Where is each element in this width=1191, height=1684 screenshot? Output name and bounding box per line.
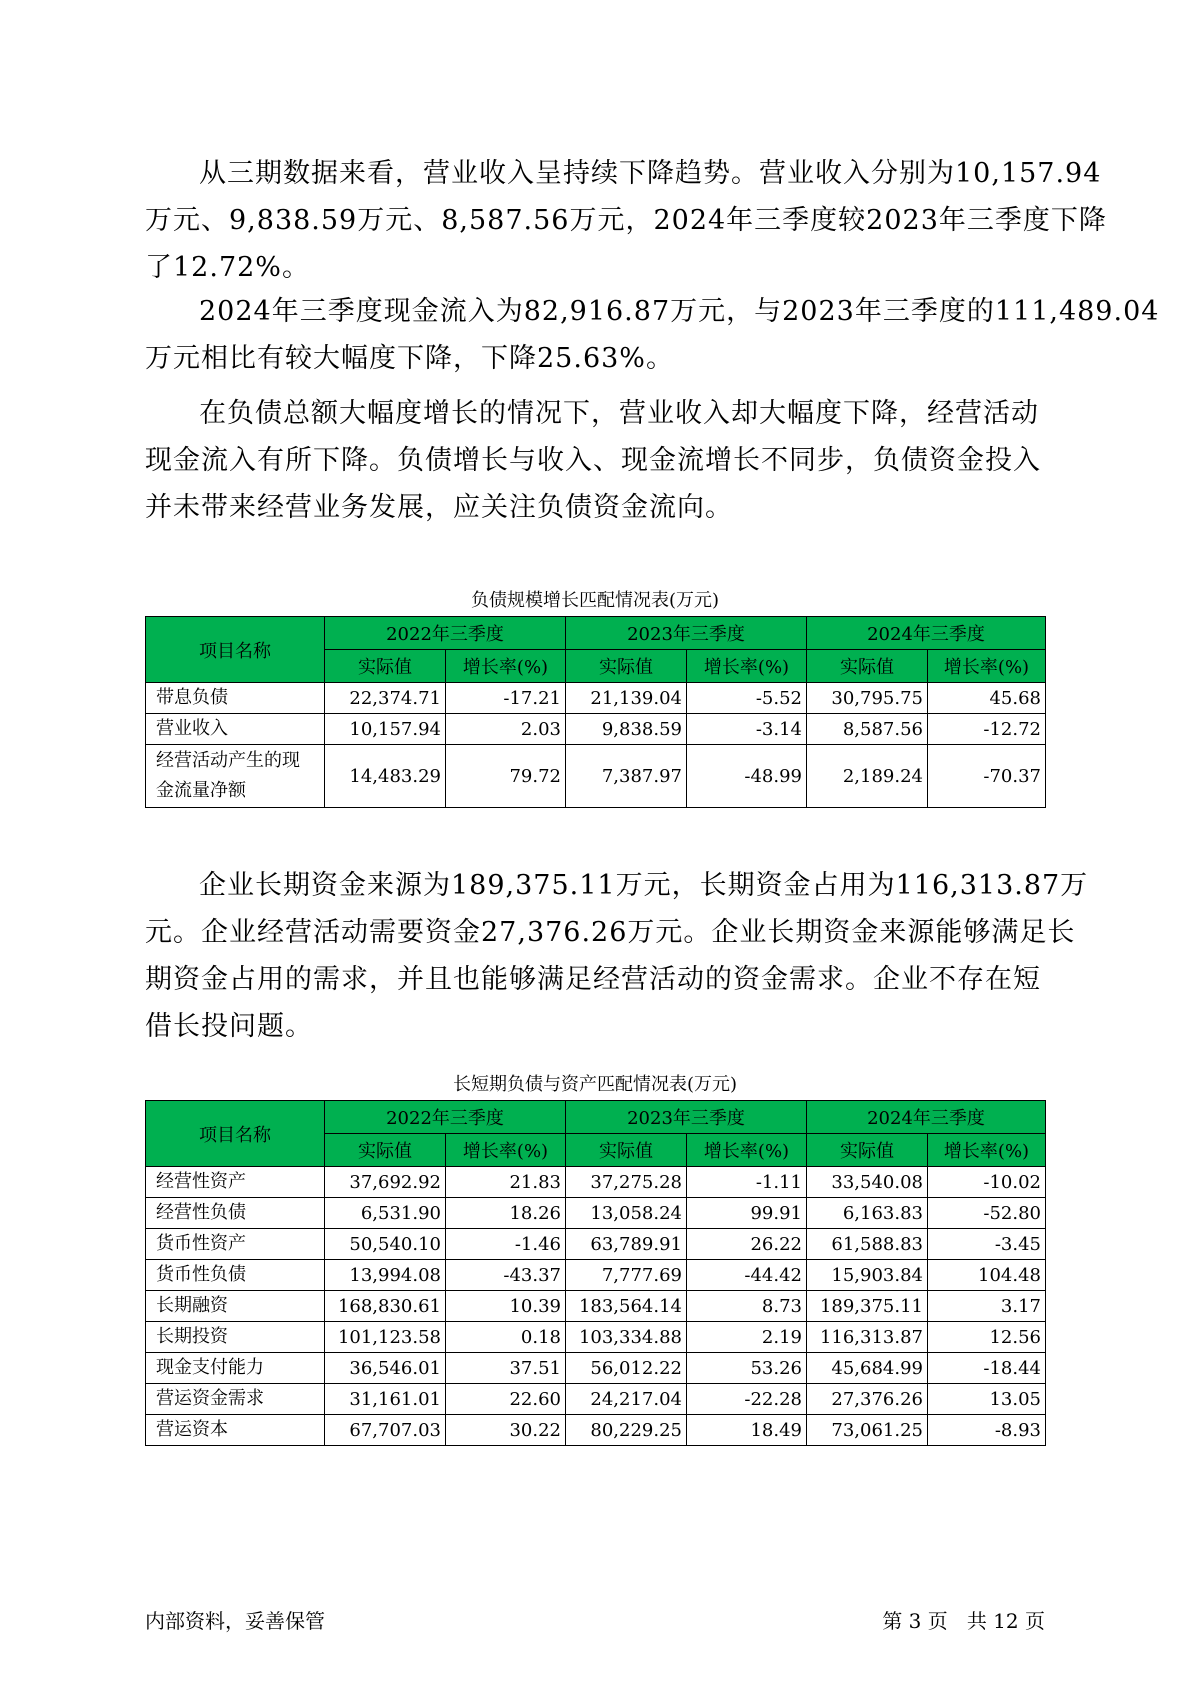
growth-rate-cell: -18.44	[928, 1353, 1046, 1384]
growth-rate-cell: 0.18	[446, 1322, 566, 1353]
actual-value-header: 实际值	[807, 650, 928, 683]
table2-caption: 长短期负债与资产匹配情况表(万元)	[452, 1074, 738, 1095]
table1-body	[146, 683, 1046, 808]
growth-rate-cell: -1.11	[687, 1167, 807, 1198]
row-item-name	[146, 1384, 325, 1415]
growth-rate-cell: -1.46	[446, 1229, 566, 1260]
growth-rate-cell: -3.14	[687, 714, 807, 745]
row-item-name	[146, 1167, 325, 1198]
growth-rate-cell: 2.03	[446, 714, 566, 745]
paragraph-line: 了12.72%。	[145, 252, 310, 283]
row-item-name	[146, 1260, 325, 1291]
paragraph-line: 在负债总额大幅度增长的情况下，营业收入却大幅度下降，经营活动	[199, 398, 1039, 429]
growth-rate-cell: -52.80	[928, 1198, 1046, 1229]
actual-value-cell: 45,684.99	[807, 1353, 928, 1384]
debt-growth-table	[145, 616, 1046, 808]
actual-value-cell: 2,189.24	[807, 745, 928, 808]
item-name-header: 项目名称	[146, 1101, 325, 1167]
actual-value-cell: 14,483.29	[325, 745, 446, 808]
growth-rate-cell: -17.21	[446, 683, 566, 714]
paragraph-line: 并未带来经营业务发展，应关注负债资金流向。	[145, 492, 733, 523]
growth-rate-cell: -12.72	[928, 714, 1046, 745]
table-row	[146, 1260, 1046, 1291]
growth-rate-cell: -43.37	[446, 1260, 566, 1291]
growth-rate-cell: 18.49	[687, 1415, 807, 1446]
growth-rate-header: 增长率(%)	[687, 1134, 807, 1167]
actual-value-cell: 21,139.04	[566, 683, 687, 714]
growth-rate-cell: 13.05	[928, 1384, 1046, 1415]
paragraph-line: 期资金占用的需求，并且也能够满足经营活动的资金需求。企业不存在短	[145, 964, 1041, 995]
row-item-name	[146, 1415, 325, 1446]
growth-rate-cell: 22.60	[446, 1384, 566, 1415]
actual-value-cell: 61,588.83	[807, 1229, 928, 1260]
table2-body	[146, 1167, 1046, 1446]
actual-value-header: 实际值	[566, 650, 687, 683]
growth-rate-cell: 45.68	[928, 683, 1046, 714]
actual-value-cell: 116,313.87	[807, 1322, 928, 1353]
actual-value-cell: 6,531.90	[325, 1198, 446, 1229]
table-row	[146, 683, 1046, 714]
actual-value-cell: 73,061.25	[807, 1415, 928, 1446]
actual-value-header: 实际值	[325, 1134, 446, 1167]
period-header: 2022年三季度	[325, 617, 566, 650]
growth-rate-cell: 3.17	[928, 1291, 1046, 1322]
growth-rate-header: 增长率(%)	[687, 650, 807, 683]
row-item-name-line: 金流量净额	[156, 780, 246, 801]
growth-rate-cell: 12.56	[928, 1322, 1046, 1353]
footer-confidential: 内部资料，妥善保管	[145, 1609, 325, 1633]
growth-rate-cell: 21.83	[446, 1167, 566, 1198]
table-row	[146, 714, 1046, 745]
actual-value-cell: 13,058.24	[566, 1198, 687, 1229]
row-item-name	[146, 1229, 325, 1260]
actual-value-cell: 6,163.83	[807, 1198, 928, 1229]
growth-rate-cell: 2.19	[687, 1322, 807, 1353]
actual-value-cell: 7,387.97	[566, 745, 687, 808]
row-item-name-line: 长期投资	[156, 1326, 228, 1347]
period-header: 2023年三季度	[566, 1101, 807, 1134]
actual-value-cell: 24,217.04	[566, 1384, 687, 1415]
row-item-name-line: 经营活动产生的现	[156, 750, 300, 771]
paragraph-line: 万元、9,838.59万元、8,587.56万元，2024年三季度较2023年三季度下降	[145, 205, 1107, 236]
item-name-header: 项目名称	[146, 617, 325, 683]
row-item-name	[146, 745, 325, 808]
paragraph-line: 企业长期资金来源为189,375.11万元，长期资金占用为116,313.87万	[199, 870, 1089, 901]
growth-rate-cell: 30.22	[446, 1415, 566, 1446]
actual-value-cell: 101,123.58	[325, 1322, 446, 1353]
actual-value-cell: 15,903.84	[807, 1260, 928, 1291]
table-row	[146, 1384, 1046, 1415]
growth-rate-header: 增长率(%)	[446, 650, 566, 683]
paragraph-line: 万元相比有较大幅度下降，下降25.63%。	[145, 343, 674, 374]
row-item-name	[146, 714, 325, 745]
actual-value-cell: 50,540.10	[325, 1229, 446, 1260]
period-header: 2024年三季度	[807, 1101, 1046, 1134]
row-item-name-line: 带息负债	[156, 687, 228, 708]
growth-rate-cell: 18.26	[446, 1198, 566, 1229]
growth-rate-header: 增长率(%)	[928, 1134, 1046, 1167]
table1-caption: 负债规模增长匹配情况表(万元)	[470, 590, 720, 611]
row-item-name-line: 营业收入	[156, 718, 228, 739]
table-row	[146, 1415, 1046, 1446]
row-item-name-line: 现金支付能力	[156, 1357, 264, 1378]
period-header: 2022年三季度	[325, 1101, 566, 1134]
row-item-name	[146, 1291, 325, 1322]
actual-value-cell: 13,994.08	[325, 1260, 446, 1291]
paragraph-line: 2024年三季度现金流入为82,916.87万元，与2023年三季度的111,489.04	[199, 296, 1160, 327]
table-header-row	[146, 617, 1046, 650]
growth-rate-header: 增长率(%)	[928, 650, 1046, 683]
actual-value-cell: 30,795.75	[807, 683, 928, 714]
growth-rate-cell: 104.48	[928, 1260, 1046, 1291]
row-item-name	[146, 1353, 325, 1384]
growth-rate-cell: -70.37	[928, 745, 1046, 808]
growth-rate-cell: -48.99	[687, 745, 807, 808]
growth-rate-cell: -5.52	[687, 683, 807, 714]
table-row	[146, 1353, 1046, 1384]
actual-value-header: 实际值	[807, 1134, 928, 1167]
table-row	[146, 745, 1046, 808]
growth-rate-cell: 37.51	[446, 1353, 566, 1384]
actual-value-cell: 33,540.08	[807, 1167, 928, 1198]
actual-value-cell: 183,564.14	[566, 1291, 687, 1322]
paragraph-line: 借长投问题。	[145, 1011, 313, 1042]
growth-rate-cell: -22.28	[687, 1384, 807, 1415]
period-header: 2024年三季度	[807, 617, 1046, 650]
growth-rate-cell: 79.72	[446, 745, 566, 808]
paragraph-long-term-funds	[145, 862, 1089, 1050]
table-row	[146, 1322, 1046, 1353]
actual-value-cell: 168,830.61	[325, 1291, 446, 1322]
actual-value-cell: 27,376.26	[807, 1384, 928, 1415]
table-row	[146, 1167, 1046, 1198]
row-item-name-line: 货币性资产	[156, 1233, 246, 1254]
growth-rate-cell: -8.93	[928, 1415, 1046, 1446]
row-item-name	[146, 1198, 325, 1229]
growth-rate-cell: -10.02	[928, 1167, 1046, 1198]
actual-value-header: 实际值	[325, 650, 446, 683]
paragraph-line: 从三期数据来看，营业收入呈持续下降趋势。营业收入分别为10,157.94	[199, 158, 1102, 189]
actual-value-cell: 56,012.22	[566, 1353, 687, 1384]
row-item-name-line: 营运资金需求	[156, 1388, 264, 1409]
table-row	[146, 1291, 1046, 1322]
growth-rate-header: 增长率(%)	[446, 1134, 566, 1167]
row-item-name	[146, 683, 325, 714]
growth-rate-cell: -44.42	[687, 1260, 807, 1291]
paragraph-line: 元。企业经营活动需要资金27,376.26万元。企业长期资金来源能够满足长	[145, 917, 1076, 948]
actual-value-cell: 80,229.25	[566, 1415, 687, 1446]
growth-rate-cell: 53.26	[687, 1353, 807, 1384]
actual-value-cell: 8,587.56	[807, 714, 928, 745]
actual-value-cell: 67,707.03	[325, 1415, 446, 1446]
actual-value-cell: 37,692.92	[325, 1167, 446, 1198]
row-item-name-line: 经营性负债	[156, 1202, 246, 1223]
actual-value-cell: 10,157.94	[325, 714, 446, 745]
debt-asset-match-table	[145, 1100, 1046, 1446]
paragraph-cash-inflow	[145, 288, 1160, 382]
actual-value-cell: 31,161.01	[325, 1384, 446, 1415]
row-item-name	[146, 1322, 325, 1353]
row-item-name-line: 营运资本	[156, 1419, 228, 1440]
paragraph-debt-analysis	[145, 390, 1045, 531]
paragraph-revenue-trend	[145, 150, 1107, 291]
footer-page-number: 第 3 页 共 12 页	[882, 1609, 1045, 1633]
growth-rate-cell: 8.73	[687, 1291, 807, 1322]
growth-rate-cell: 99.91	[687, 1198, 807, 1229]
actual-value-cell: 22,374.71	[325, 683, 446, 714]
table-header-row	[146, 1101, 1046, 1134]
actual-value-header: 实际值	[566, 1134, 687, 1167]
row-item-name-line: 经营性资产	[156, 1171, 246, 1192]
growth-rate-cell: 10.39	[446, 1291, 566, 1322]
actual-value-cell: 103,334.88	[566, 1322, 687, 1353]
actual-value-cell: 37,275.28	[566, 1167, 687, 1198]
actual-value-cell: 63,789.91	[566, 1229, 687, 1260]
growth-rate-cell: -3.45	[928, 1229, 1046, 1260]
actual-value-cell: 189,375.11	[807, 1291, 928, 1322]
actual-value-cell: 7,777.69	[566, 1260, 687, 1291]
row-item-name-line: 长期融资	[156, 1295, 228, 1316]
period-header: 2023年三季度	[566, 617, 807, 650]
paragraph-line: 现金流入有所下降。负债增长与收入、现金流增长不同步，负债资金投入	[145, 445, 1041, 476]
table-row	[146, 1198, 1046, 1229]
growth-rate-cell: 26.22	[687, 1229, 807, 1260]
actual-value-cell: 36,546.01	[325, 1353, 446, 1384]
table-row	[146, 1229, 1046, 1260]
actual-value-cell: 9,838.59	[566, 714, 687, 745]
row-item-name-line: 货币性负债	[156, 1264, 246, 1285]
